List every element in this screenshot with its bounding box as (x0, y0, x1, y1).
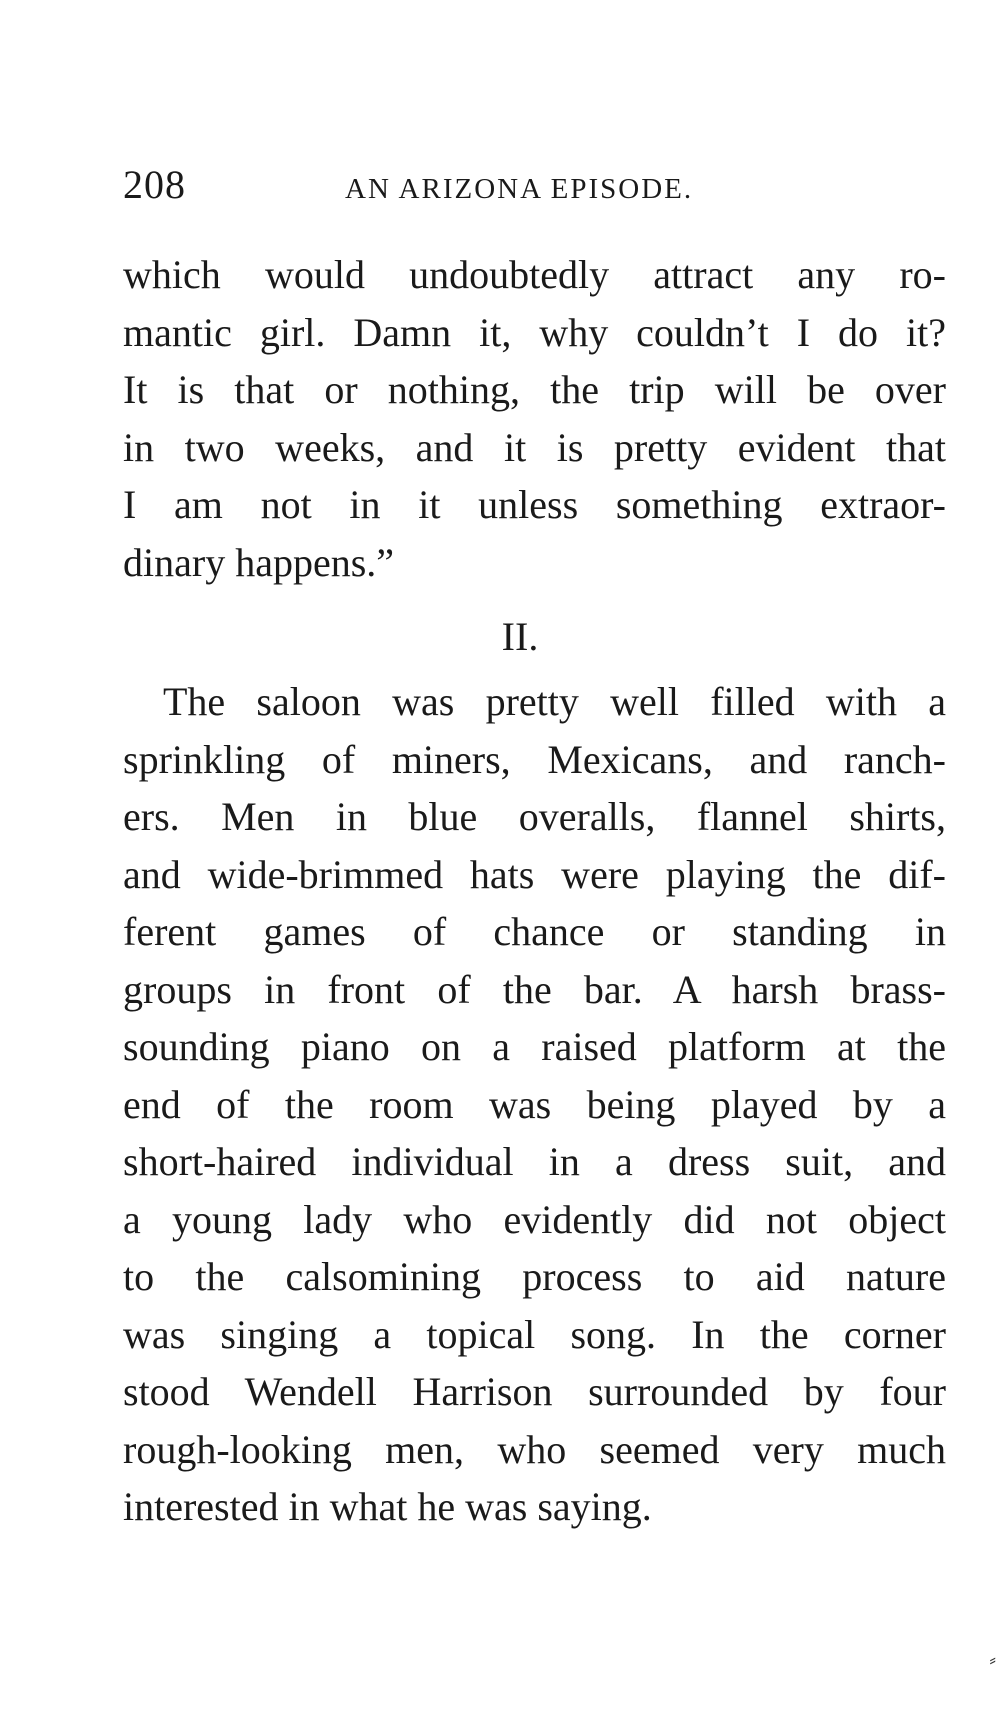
running-title: AN ARIZONA EPISODE. (345, 173, 694, 205)
paragraph-continued (123, 246, 946, 591)
text-line: to the calsomining process to aid nature (123, 1254, 946, 1299)
text-line: a young lady who evidently did not object (123, 1196, 946, 1242)
text-line: ferent games of chance or standing in (123, 909, 946, 954)
text-line: ers. Men in blue overalls, flannel shirts, (123, 794, 946, 839)
text-line: It is that or nothing, the trip will be over (123, 367, 946, 412)
text-line: in two weeks, and it is pretty evident that (123, 424, 946, 470)
text-line: The saloon was pretty well filled with a (163, 679, 946, 724)
text-line: sprinkling of miners, Mexicans, and ranch- (123, 736, 946, 782)
text-line: sounding piano on a raised platform at the (123, 1024, 946, 1069)
text-line: and wide-brimmed hats were playing the dif- (123, 851, 946, 897)
section-heading: II. (501, 614, 539, 659)
scan-mark-icon: ⸗ (989, 1649, 996, 1671)
text-line: was singing a topical song. In the corner (123, 1311, 946, 1357)
text-line: dinary happens.” (123, 539, 395, 585)
text-line: groups in front of the bar. A harsh brass- (123, 966, 946, 1012)
text-line: rough-looking men, who seemed very much (123, 1426, 946, 1472)
running-head (123, 160, 946, 210)
text-line: I am not in it unless something extraor- (123, 482, 946, 527)
paragraph (123, 673, 946, 1536)
text-line: end of the room was being played by a (123, 1081, 946, 1127)
text-line: interested in what he was saying. (123, 1484, 652, 1529)
text-line: which would undoubtedly attract any ro- (123, 252, 946, 297)
text-line: mantic girl. Damn it, why couldn’t I do it? (123, 309, 946, 355)
text-line: stood Wendell Harrison surrounded by four (123, 1369, 946, 1414)
text-line: short-haired individual in a dress suit, and (123, 1139, 946, 1184)
page-number: 208 (123, 162, 186, 207)
